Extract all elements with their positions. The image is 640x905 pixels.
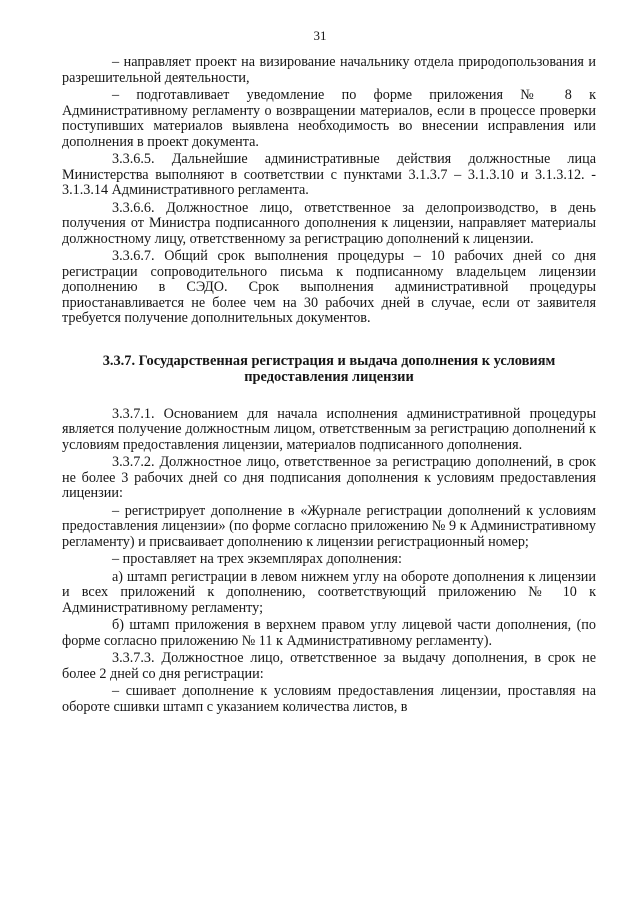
paragraph: 3.3.7.3. Должностное лицо, ответственное за выдачу дополнения, в срок не более 2 дней со дня регистрации: <box>62 650 596 682</box>
paragraph: – направляет проект на визирование начальнику отдела природопользования и разрешительной деятельности, <box>62 54 596 86</box>
paragraph: – проставляет на трех экземплярах дополнения: <box>112 551 402 567</box>
paragraph: а) штамп регистрации в левом нижнем углу на обороте дополнения к лицензии и всех приложений к дополнению, соответствующий приложению № 10 к Административному регламенту; <box>62 568 596 616</box>
paragraph: – подготавливает уведомление по форме приложения № 8 к Административному регламенту о возвращении материалов, если в процессе проверки поступивших материалов выявлена необходимость во внесении исправления или дополнения в проект документа. <box>62 87 596 150</box>
paragraph: 3.3.6.7. Общий срок выполнения процедуры – 10 рабочих дней со дня регистрации сопроводительного письма к подписанному владельцем лицензии дополнению в СЭДО. Срок выполнения административной процедуры приостанавливается не более чем на 30 рабочих дней в случае, если от заявителя требуется получение дополнительных документов. <box>62 248 596 326</box>
paragraph: – регистрирует дополнение в «Журнале регистрации дополнений к условиям предоставления лицензии» (по форме согласно приложению № 9 к Административному регламенту) и присваивает дополнению к лицензии регистрационный номер; <box>62 502 596 550</box>
paragraph: 3.3.7.2. Должностное лицо, ответственное за регистрацию дополнений, в срок не более 3 рабочих дней со дня подписания дополнения к условиям предоставления лицензии: <box>62 454 596 501</box>
paragraph: 3.3.7.1. Основанием для начала исполнения административной процедуры является получение должностным лицом, ответственным за регистрацию дополнений к условиям предоставления лицензии, материалов подписанного дополнения. <box>62 405 596 453</box>
paragraph: – сшивает дополнение к условиям предоставления лицензии, проставляя на обороте сшивки штамп с указанием количества листов, в <box>62 683 596 715</box>
paragraph: б) штамп приложения в верхнем правом углу лицевой части дополнения, (по форме согласно приложению № 11 к Административному регламенту). <box>62 617 596 649</box>
page-number: 31 <box>313 28 327 43</box>
section-heading: 3.3.7. Государственная регистрация и выдача дополнения к условиям предоставления лицензии <box>102 352 556 385</box>
paragraph: 3.3.6.5. Дальнейшие административные действия должностные лица Министерства выполняют в соответствии с пунктами 3.1.3.7 – 3.1.3.10 и 3.1.3.12. - 3.1.3.14 Административного регламента. <box>62 151 596 198</box>
paragraph: 3.3.6.6. Должностное лицо, ответственное за делопроизводство, в день получения от Министра подписанного дополнения к лицензии, направляет материалы должностному лицу, ответственному за регистрацию дополнений к лицензии. <box>62 199 596 247</box>
document-body <box>62 55 596 715</box>
